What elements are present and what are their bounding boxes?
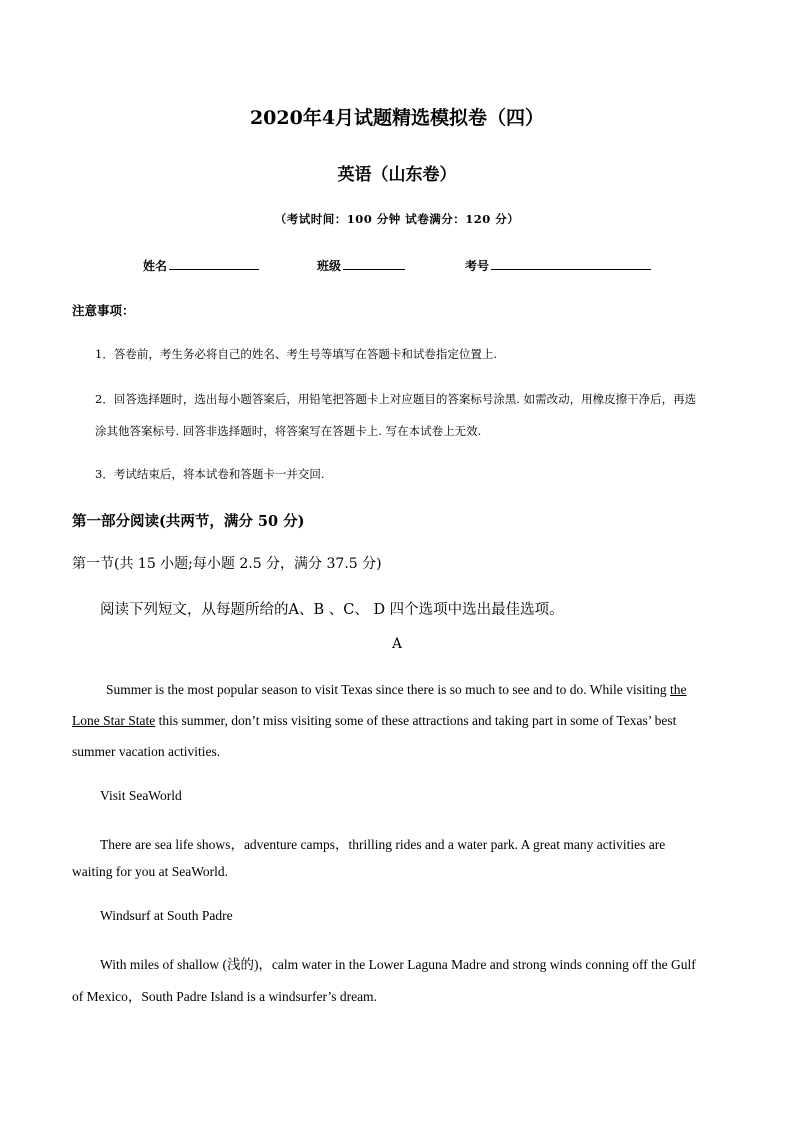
- number-blank: [491, 257, 651, 270]
- notice-item-1: 1．答卷前，考生务必将自己的姓名、考生号等填写在答题卡和试卷指定位置上.: [95, 347, 497, 361]
- notice-item-2-line-1: 2．回答选择题时，选出每小题答案后，用铅笔把答题卡上对应题目的答案标号涂黑. 如需改动，用橡皮擦干净后，再选: [95, 392, 697, 406]
- class-blank: [343, 257, 405, 270]
- passage-p2-line-2: waiting for you at SeaWorld.: [72, 864, 229, 879]
- notice-title: 注意事项：: [72, 303, 135, 318]
- passage-p3-line-1: With miles of shallow (浅的)，calm water in the Lower Laguna Madre and strong winds conning off the Gulf: [100, 957, 696, 972]
- exam-subject: 英语（山东卷）: [337, 165, 457, 185]
- underlined-phrase-end: Lone Star State: [72, 713, 156, 728]
- number-field: [465, 257, 651, 274]
- passage-p2-line-1: There are sea life shows，adventure camps，thrilling rides and a water park. A great many activities are: [100, 837, 666, 852]
- class-field: [317, 257, 405, 274]
- section-title: 第一节(共 15 小题;每小题 2.5 分，满分 37.5 分): [72, 556, 382, 572]
- exam-title: 2020年4月试题精选模拟卷（四）: [249, 107, 545, 129]
- passage-label: A: [392, 636, 402, 652]
- heading-south-padre: Windsurf at South Padre: [100, 908, 233, 923]
- name-blank: [169, 257, 259, 270]
- heading-seaworld: Visit SeaWorld: [100, 788, 182, 803]
- notice-item-2-line-2: 涂其他答案标号. 回答非选择题时，将答案写在答题卡上. 写在本试卷上无效.: [95, 424, 482, 438]
- class-label: 班级: [317, 259, 342, 273]
- passage-p1-text-b: this summer, don’t miss visiting some of these attractions and taking part in some of Texas’ best: [155, 713, 677, 728]
- notice-item-3: 3．考试结束后，将本试卷和答题卡一并交回.: [95, 467, 325, 481]
- passage-p3-line-2: of Mexico，South Padre Island is a windsurfer’s dream.: [72, 989, 377, 1004]
- reading-instruction: 阅读下列短文，从每题所给的A、B 、C、 D 四个选项中选出最佳选项。: [100, 602, 564, 618]
- name-label: 姓名: [143, 259, 168, 273]
- passage-p1-line-1: [106, 682, 686, 698]
- number-label: 考号: [465, 259, 490, 273]
- passage-p1-line-2: [72, 713, 676, 729]
- part-title: 第一部分阅读(共两节，满分 50 分): [72, 513, 305, 530]
- underlined-phrase-start: the: [669, 682, 687, 697]
- name-field: [143, 257, 259, 274]
- exam-time-score: （考试时间：100 分钟 试卷满分：120 分）: [274, 212, 520, 226]
- passage-p1-line-3: summer vacation activities.: [72, 744, 221, 759]
- passage-p1-text-a: Summer is the most popular season to visit Texas since there is so much to see and to do. While visiting: [106, 682, 670, 697]
